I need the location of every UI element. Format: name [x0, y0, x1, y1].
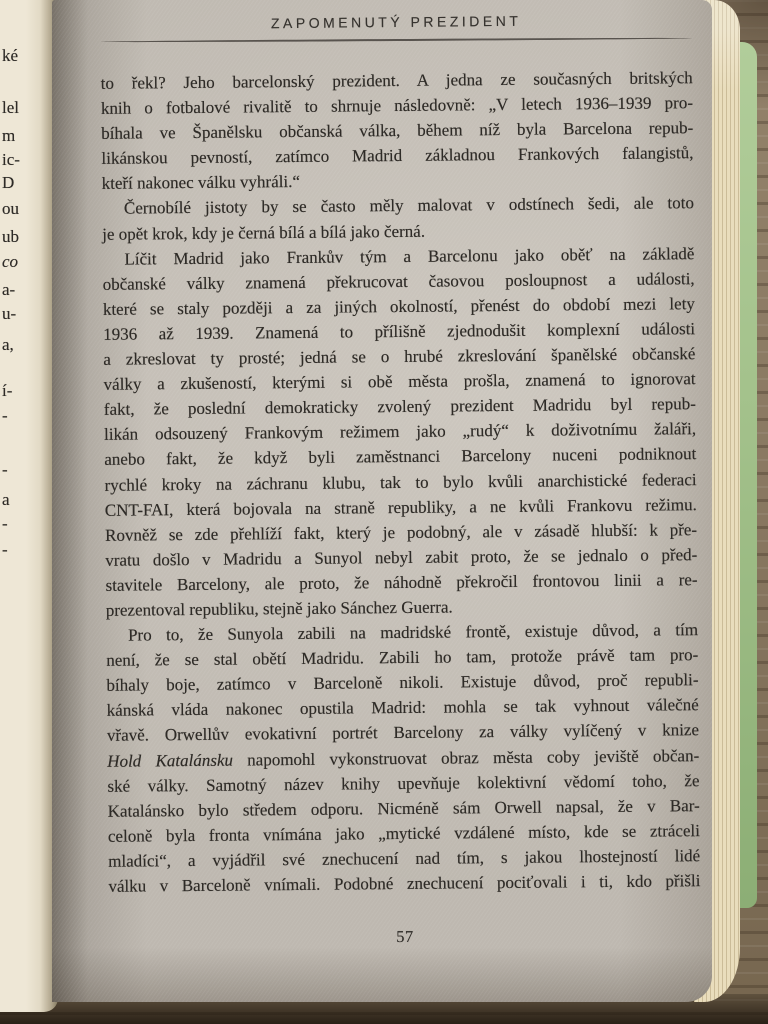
- text-line: války a zkušeností, kterými si obě města prošla, znamená to ignorovat: [103, 369, 696, 394]
- text-line: likán odsouzený Frankovým režimem jako „rudý“ k doživotnímu žaláři,: [104, 419, 697, 445]
- left-page-edge: [0, 0, 58, 1012]
- text-line: CNT-FAI, která bojovala na straně republiky, a ne kvůli Frankovu režimu.: [104, 494, 697, 520]
- text-line: válku v Barceloně vnímali. Podobné znechucení pociťovali i ti, kdo přišli: [108, 871, 701, 896]
- paragraph: [106, 617, 701, 899]
- left-page-text-fragment: co: [2, 252, 19, 271]
- left-page-text-fragment: í-: [2, 381, 13, 400]
- page-content: [100, 3, 702, 1014]
- paragraph: [101, 65, 694, 196]
- left-page-text-fragment: u-: [2, 304, 17, 323]
- left-page-text-fragment: -: [2, 460, 8, 479]
- text-line: to řekl? Jeho barcelonský prezident. A jedna ze současných britských: [100, 68, 693, 93]
- text-line: ské války. Samotný název knihy upevňuje kolektivní vědomí toho, že: [107, 770, 700, 796]
- text-line: Pro to, že Sunyola zabili na madridské frontě, existuje důvod, a tím: [127, 620, 699, 645]
- left-page-text-fragment: m: [2, 126, 16, 145]
- text-line: prezentoval republiku, stejně jako Sánchez Guerra.: [105, 597, 453, 620]
- text-line: anebo fakt, že když byli zaměstnanci Barcelony nuceni podniknout: [104, 444, 697, 470]
- left-page-text-fragment: D: [2, 173, 15, 192]
- left-page-text-fragment: -: [2, 406, 8, 425]
- left-page-text-fragment: -: [2, 540, 8, 559]
- left-page-text-fragment: a-: [2, 280, 16, 299]
- paragraph: [102, 191, 694, 247]
- text-line: vřavě. Orwellův evokativní portrét Barcelony za války vylíčený v knize: [106, 720, 700, 746]
- text-line: likánskou pevností, zatímco Madrid základnou Frankových falangistů,: [101, 143, 694, 169]
- left-page-text-fragment: -: [2, 514, 8, 533]
- left-page-text-fragment: ic-: [2, 150, 20, 169]
- text-line: kteří nakonec válku vyhráli.“: [101, 172, 301, 194]
- text-line: je opět krok, kdy je černá bílá a bílá jako černá.: [102, 221, 426, 244]
- text-line: knih o fotbalové rivalitě to shrnuje následovně: „V letech 1936–1939 pro-: [100, 93, 694, 118]
- text-line: Katalánsko bylo středem odporu. Nicméně sám Orwell napsal, že v Bar-: [107, 795, 700, 821]
- text-line: Rovněž se zde přehlíží fakt, který je podobný, ale v zásadě hlubší: k pře-: [104, 519, 698, 545]
- text-segment: napomohl vykonstruovat obraz města coby jeviště občan-: [232, 745, 700, 770]
- paragraph: [102, 241, 698, 623]
- left-page-text-fragment: ou: [2, 199, 19, 218]
- book-title-italic: Hold Katalánsku: [107, 750, 234, 771]
- text-line: Černobílé jistoty by se často měly malovat v odstínech šedi, ale toto: [123, 193, 694, 219]
- text-line: mladíci“, a vyjádřil své znechucení nad tím, s jakou lhostejností lidé: [108, 846, 701, 871]
- text-line: bíhala ve Španělsku občanská válka, během níž byla Barcelona repub-: [101, 118, 694, 144]
- text-line: rychlé kroky na záchranu klubu, tak to bylo kvůli anarchistické federaci: [104, 469, 697, 495]
- text-line: Líčit Madrid jako Frankův tým a Barcelonu jako oběť na základě: [124, 243, 695, 269]
- text-line: bíhaly boje, zatímco v Barceloně nikoli. Existuje důvod, proč republi-: [106, 670, 699, 696]
- header-rule: [100, 37, 692, 43]
- text-line: není, že se stal obětí Madridu. Zabili ho tam, protože právě tam pro-: [106, 645, 699, 670]
- text-line: 1936 až 1939. Znamená to přílišně zjednodušit komplexní události: [103, 319, 696, 344]
- left-page-text-fragment: ub: [2, 227, 19, 246]
- left-page-text-fragment: ké: [2, 46, 19, 65]
- text-line: a zkreslovat ty prosté; jedná se o hrubé zkreslování španělské občanské: [103, 344, 696, 369]
- left-page-text-fragment: lel: [2, 98, 19, 117]
- left-page-text-fragment: a: [2, 490, 10, 509]
- running-header: ZAPOMENUTÝ PREZIDENT: [270, 12, 522, 32]
- text-line: kánská vláda nakonec opustila Madrid: mohla se tak vyhnout válečné: [106, 695, 699, 721]
- text-line: vratu došlo v Madridu a Sunyol nebyl zabit proto, že se jednalo o před-: [105, 544, 698, 570]
- text-line: které se staly později a za jiných okolností, přenést do období mezi lety: [102, 293, 695, 319]
- text-line: celoně byla fronta vnímána jako „mytické vzdálené místo, kde se ztráceli: [107, 820, 701, 846]
- text-line: stavitele Barcelony, ale proto, že náhodně překročil frontovou linii a re-: [105, 570, 698, 595]
- page-body: [101, 65, 701, 899]
- text-line: fakt, že poslední demokraticky zvolený prezident Madridu byl repub-: [103, 394, 696, 420]
- left-page-text-fragment: a,: [2, 335, 14, 354]
- page-number: 57: [396, 926, 414, 947]
- text-line: občanské války znamená překrucovat časovou posloupnost a události,: [102, 268, 695, 294]
